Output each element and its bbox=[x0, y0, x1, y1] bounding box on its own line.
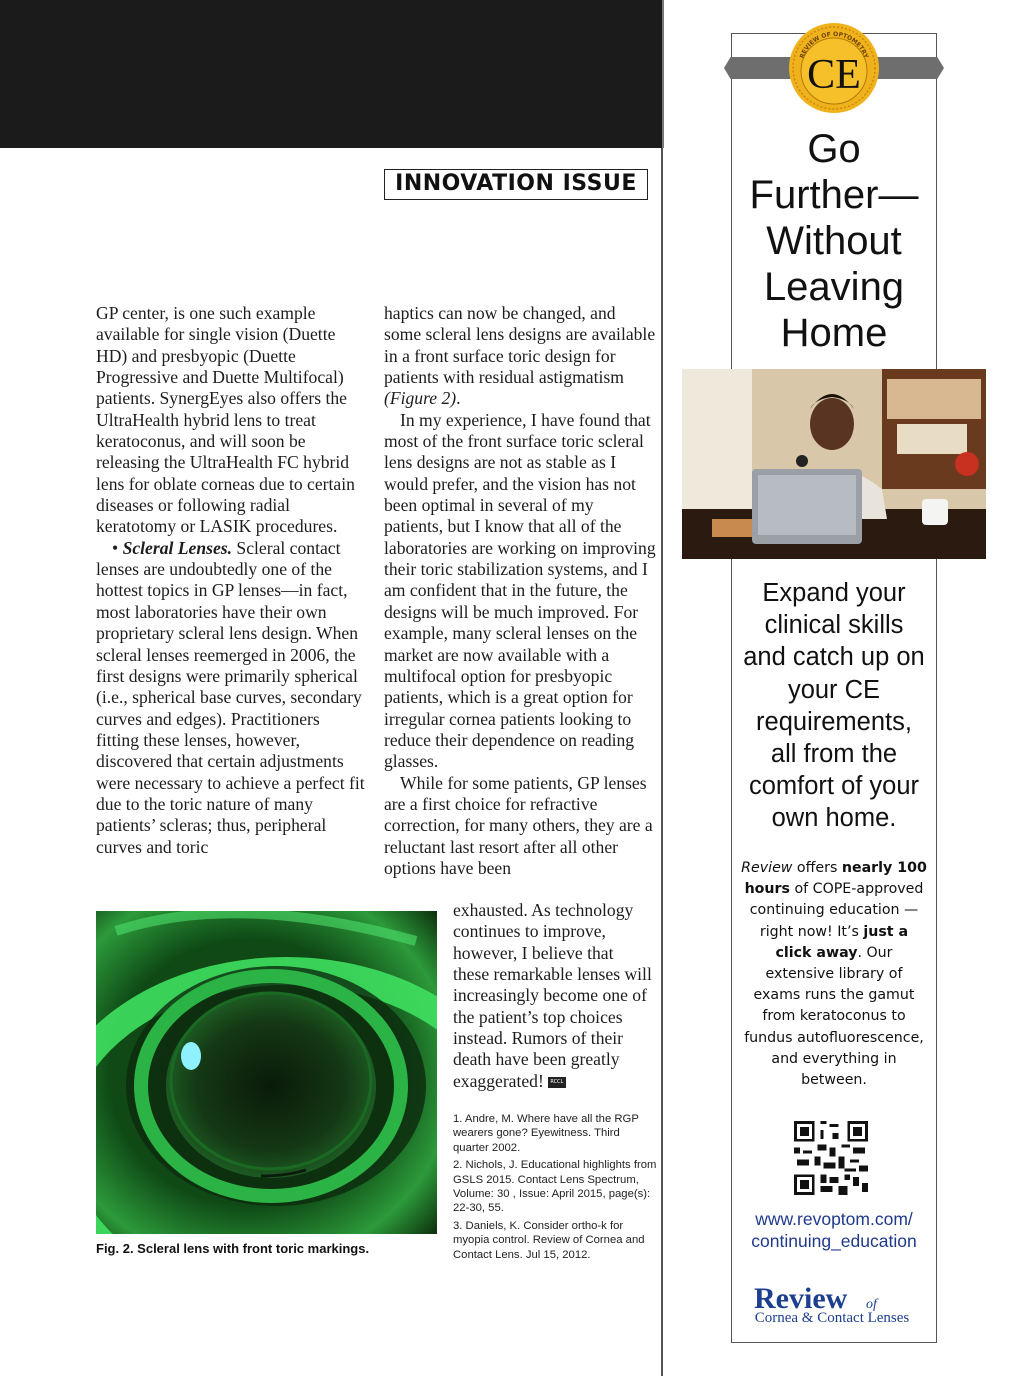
headline-line: Without bbox=[766, 219, 902, 263]
url-line[interactable]: continuing_education bbox=[751, 1231, 917, 1251]
figure-caption: Fig. 2. Scleral lens with front toric markings. bbox=[96, 1241, 370, 1256]
article-column-2 bbox=[384, 303, 656, 879]
logo-sub: Cornea & Contact Lenses bbox=[754, 1310, 910, 1326]
ad-headline bbox=[731, 126, 937, 356]
offer-review: Review bbox=[741, 860, 793, 876]
section-label: INNOVATION ISSUE bbox=[384, 169, 648, 200]
headline-line: Go bbox=[807, 127, 861, 171]
qr-code-icon[interactable] bbox=[794, 1121, 868, 1195]
end-mark-icon: RCCL bbox=[548, 1077, 566, 1088]
bullet-paragraph bbox=[96, 538, 366, 858]
ce-badge-icon bbox=[788, 22, 880, 114]
ce-url-link[interactable] bbox=[735, 1208, 933, 1252]
ad-photo-image bbox=[682, 369, 986, 559]
paragraph-end: . bbox=[456, 388, 461, 409]
paragraph bbox=[453, 900, 653, 1092]
offer-bold: nearly 100 hours bbox=[744, 860, 927, 898]
offer-text: offers bbox=[792, 860, 842, 876]
top-band-edge bbox=[662, 0, 664, 148]
badge-text: CE bbox=[807, 52, 861, 98]
paragraph: While for some patients, GP lenses are a first choice for refractive correction, for many others, they are a reluctant last resort after all other options have been bbox=[384, 772, 653, 878]
offer-text: . Our extensive library of exams runs the gamut from keratoconus to fundus autofluorescence, and everything in between. bbox=[744, 944, 924, 1089]
article-column-3 bbox=[453, 900, 653, 1092]
top-black-band bbox=[0, 0, 662, 148]
figure-reference: (Figure 2) bbox=[384, 388, 457, 409]
logo-main: Review bbox=[754, 1282, 848, 1315]
headline-line: Home bbox=[780, 311, 888, 355]
paragraph-text: haptics can now be changed, and some scleral lens designs are available in a front surface toric design for patients with residual astigmatism bbox=[384, 303, 656, 388]
reference-item: 3. Daniels, K. Consider ortho-k for myopia control. Review of Cornea and Contact Lens. Jul 15, 2012. bbox=[453, 1220, 645, 1261]
reference-item: 1. Andre, M. Where have all the RGP wearers gone? Eyewitness. Third quarter 2002. bbox=[453, 1113, 639, 1154]
reference-item: 2. Nichols, J. Educational highlights from GSLS 2015. Contact Lens Spectrum, Volume: 30 , Issue: April 2015, page(s): 22-30, 55. bbox=[453, 1159, 657, 1215]
paragraph: GP center, is one such example available for single vision (Duette HD) and presbyopic (Duette Progressive and Duette Multifocal) patients. SynergEyes also offers the UltraHealth hybrid lens to treat keratoconus, and will soon be releasing the UltraHealth FC hybrid lens for oblate corneas due to certain diseases or following radial keratotomy or LASIK procedures. bbox=[96, 303, 355, 537]
logo-of: of bbox=[866, 1297, 877, 1312]
paragraph-text: exhausted. As technology continues to improve, however, I believe that these remarkable lenses will increasingly become one of the patient’s top choices instead. Rumors of their death have been greatly exaggerated! bbox=[453, 900, 652, 1091]
review-cornea-logo bbox=[736, 1282, 928, 1330]
column-divider bbox=[661, 148, 663, 1376]
ad-offer-text bbox=[740, 858, 928, 1091]
paragraph: In my experience, I have found that most of the front surface toric scleral lens designs are not as stable as I would prefer, and the vision has not been optimal in several of my patients, but I know that all of the laboratories are working on improving their toric stabilization systems, and I am confident that in the future, the designs will be much improved. For example, many scleral lenses on the market are now available with a multifocal option for presbyopic patients, which is a great option for irregular cornea patients looking to reduce their dependence on reading glasses. bbox=[384, 409, 656, 772]
headline-line: Further— bbox=[749, 173, 919, 217]
article-column-1 bbox=[96, 303, 366, 858]
scleral-lens-photo bbox=[96, 911, 437, 1234]
headline-line: Leaving bbox=[763, 265, 905, 309]
references bbox=[453, 1112, 658, 1265]
bullet-heading: Scleral Lenses. bbox=[122, 537, 233, 558]
ad-expand-text: Expand your clinical skills and catch up on your CE requirements, all from the comfort of your own home. bbox=[743, 579, 925, 833]
badge-arc-text: REVIEW OF OPTOMETRY bbox=[798, 30, 870, 60]
scleral-lens-image bbox=[96, 911, 437, 1234]
woman-at-laptop-photo bbox=[682, 369, 986, 559]
url-line[interactable]: www.revoptom.com/ bbox=[755, 1209, 913, 1229]
bullet-lead: • bbox=[112, 537, 123, 558]
offer-text: of COPE-approved continuing education — right now! It’s bbox=[749, 881, 924, 940]
bullet-text: Scleral contact lenses are undoubtedly one of the hottest topics in GP lenses—in fact, most laboratories have their own proprietary scleral lens design. When scleral lenses reemerged in 2006, the first designs were primarily spherical (i.e., spherical base curves, secondary curves and edges). Practitioners fitting these lenses, however, discovered that certain adjustments were necessary to achieve a perfect fit due to the toric nature of many patients’ scleras; thus, peripheral curves and toric bbox=[96, 537, 365, 857]
paragraph bbox=[384, 303, 656, 410]
offer-bold: just a click away bbox=[775, 923, 909, 961]
